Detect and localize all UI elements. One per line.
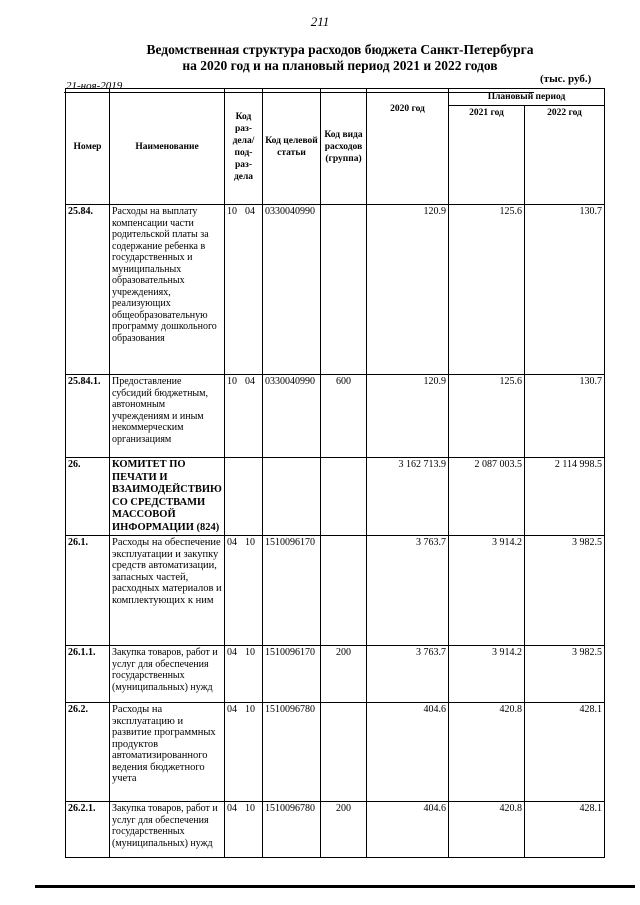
row-target-code: 0330040990 [263,375,321,458]
row-name: Расходы на обеспечение эксплуатации и закупку средств автоматизации, запасных частей, расходных материалов и комплектующих к ним [110,536,225,646]
row-amount-2022: 130.7 [525,375,605,458]
header-name: Наименование [110,89,225,205]
row-target-code: 1510096780 [263,802,321,858]
row-number: 25.84.1. [66,375,110,458]
row-target-code: 0330040990 [263,205,321,375]
row-expense-type [321,703,367,802]
row-number: 26.1. [66,536,110,646]
row-number: 26.1.1. [66,646,110,703]
row-amount-2021: 2 087 003.5 [449,458,525,536]
row-subsection: 10 [245,647,255,658]
row-number: 26.2. [66,703,110,802]
row-amount-2022: 2 114 998.5 [525,458,605,536]
row-amount-2021: 125.6 [449,375,525,458]
row-section-code [225,458,263,536]
row-section-code [225,536,263,646]
row-section-code [225,802,263,858]
row-name: КОМИТЕТ ПО ПЕЧАТИ И ВЗАИМОДЕЙСТВИЮ СО СРЕДСТВАМИ МАССОВОЙ ИНФОРМАЦИИ (824) [110,458,225,536]
row-number: 26.2.1. [66,802,110,858]
row-expense-type: 200 [321,646,367,703]
header-year-2021: 2021 год [449,106,525,205]
row-section-code [225,646,263,703]
table-row [66,536,605,646]
units-label: (тыс. руб.) [540,73,592,85]
page-number: 211 [310,14,330,29]
row-expense-type [321,205,367,375]
table-row [66,802,605,858]
row-section: 10 [227,206,237,217]
row-target-code [263,458,321,536]
document-title [60,42,620,74]
row-amount-2021: 420.8 [449,802,525,858]
table-row [66,375,605,458]
row-amount-2021: 3 914.2 [449,646,525,703]
header-planned-period: Плановый период [449,89,605,106]
row-amount-2021: 420.8 [449,703,525,802]
row-expense-type: 600 [321,375,367,458]
row-subsection: 10 [245,704,255,715]
bottom-rule [35,885,635,888]
title-line-2: на 2020 год и на плановый период 2021 и 2022 годов [182,58,498,73]
row-target-code: 1510096170 [263,536,321,646]
row-subsection: 10 [245,803,255,814]
row-name: Предоставление субсидий бюджетным, автономным учреждениям и иным некоммерческим организациям [110,375,225,458]
row-amount-2020: 404.6 [367,802,449,858]
row-amount-2022: 428.1 [525,703,605,802]
row-amount-2020: 404.6 [367,703,449,802]
row-name: Расходы на выплату компенсации части родительской платы за содержание ребенка в государственных и муниципальных образовательных учреждениях, реализующих общеобразовательную программу дошкольного образования [110,205,225,375]
header-expense-type: Код вида расходов (группа) [321,89,367,205]
row-section: 04 [227,537,237,548]
row-amount-2022: 3 982.5 [525,536,605,646]
row-subsection: 04 [245,376,255,387]
row-amount-2021: 3 914.2 [449,536,525,646]
table-row [66,703,605,802]
row-name: Закупка товаров, работ и услуг для обеспечения государственных (муниципальных) нужд [110,646,225,703]
row-amount-2022: 130.7 [525,205,605,375]
row-amount-2022: 3 982.5 [525,646,605,703]
row-number: 25.84. [66,205,110,375]
row-subsection: 04 [245,206,255,217]
title-line-1: Ведомственная структура расходов бюджета Санкт-Петербурга [146,42,534,57]
row-subsection: 10 [245,537,255,548]
row-section: 04 [227,803,237,814]
row-amount-2021: 125.6 [449,205,525,375]
row-expense-type: 200 [321,802,367,858]
row-section-code [225,205,263,375]
table-row [66,458,605,536]
row-amount-2020: 120.9 [367,375,449,458]
row-expense-type [321,536,367,646]
header-section: Код раз-дела/ под-раз-дела [225,89,263,205]
header-year-2020: 2020 год [367,89,449,205]
row-number: 26. [66,458,110,536]
row-amount-2020: 3 162 713.9 [367,458,449,536]
document-date: 21-ноя-2019 [66,80,123,92]
row-amount-2022: 428.1 [525,802,605,858]
row-expense-type [321,458,367,536]
header-year-2022: 2022 год [525,106,605,205]
row-section: 04 [227,647,237,658]
row-section: 04 [227,704,237,715]
row-amount-2020: 3 763.7 [367,646,449,703]
row-section-code [225,375,263,458]
header-target: Код целевой статьи [263,89,321,205]
row-target-code: 1510096780 [263,703,321,802]
table-body [66,205,605,858]
row-target-code: 1510096170 [263,646,321,703]
table-row [66,205,605,375]
row-section: 10 [227,376,237,387]
table-row [66,646,605,703]
row-section-code [225,703,263,802]
row-name: Закупка товаров, работ и услуг для обеспечения государственных (муниципальных) нужд [110,802,225,858]
budget-table [65,88,605,858]
row-amount-2020: 120.9 [367,205,449,375]
row-name: Расходы на эксплуатацию и развитие программных продуктов автоматизированного ведения бюджетного учета [110,703,225,802]
row-amount-2020: 3 763.7 [367,536,449,646]
header-number: Номер [66,89,110,205]
